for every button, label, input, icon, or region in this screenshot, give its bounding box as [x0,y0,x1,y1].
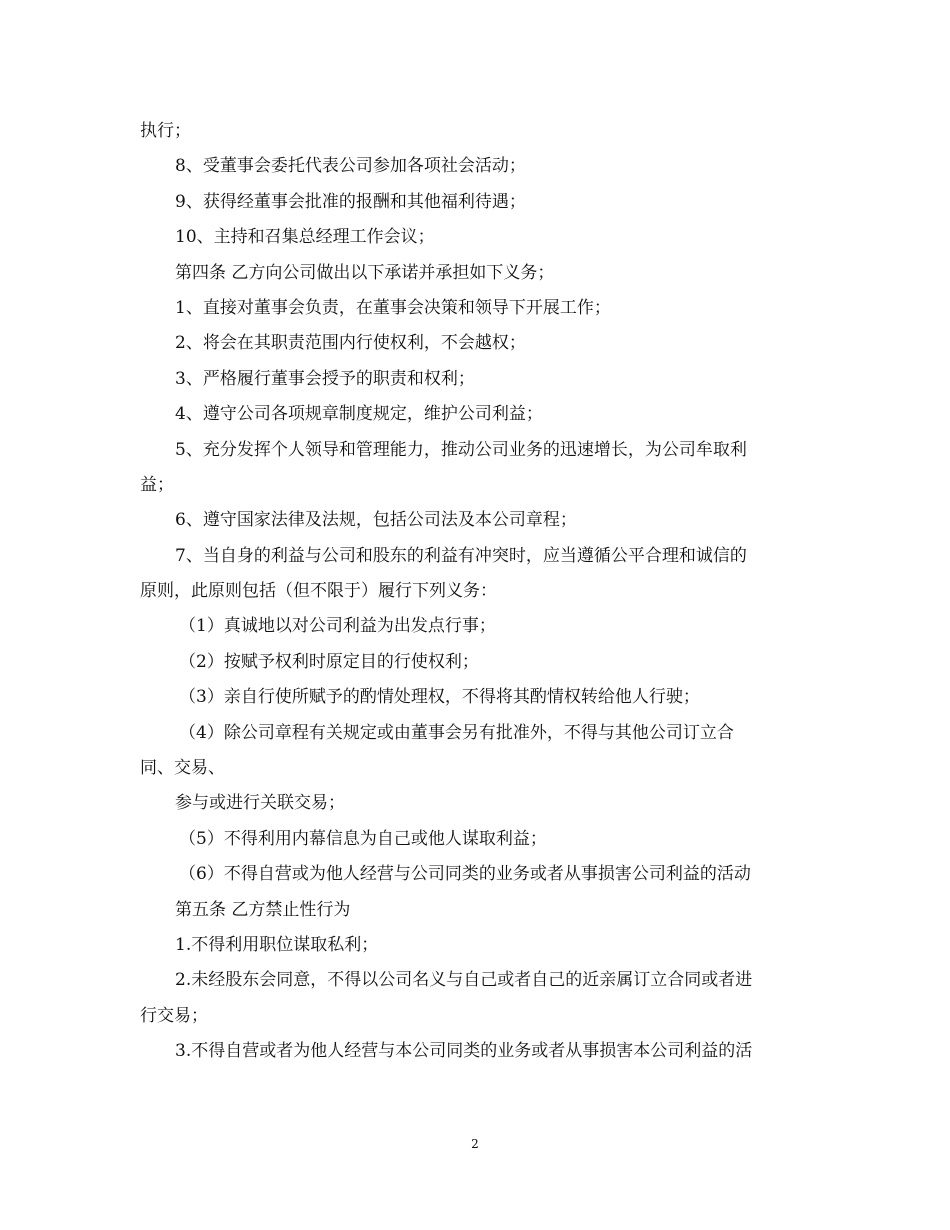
text-line: （3）亲自行使所赋予的酌情处理权，不得将其酌情权转给他人行驶； [179,687,700,708]
text-line: 7、当自身的利益与公司和股东的利益有冲突时，应当遵循公平合理和诚信的 [175,545,747,566]
text-line: （6）不得自营或为他人经营与公司同类的业务或者从事损害公司利益的活动 [179,864,751,885]
text-line: （4）除公司章程有关规定或由董事会另有批准外，不得与其他公司订立合 [179,722,734,743]
text-line: 2、将会在其职责范围内行使权利，不会越权； [175,333,526,354]
text-line: 9、获得经董事会批准的报酬和其他福利待遇； [175,191,526,212]
text-line: 同、交易、 [140,758,225,779]
text-line: 3.不得自营或者为他人经营与本公司同类的业务或者从事损害本公司利益的活 [175,1041,753,1062]
text-line: 3、严格履行董事会授予的职责和权利； [175,368,475,389]
text-line: 6、遵守国家法律及法规，包括公司法及本公司章程； [175,510,577,531]
document-body [0,114,950,1070]
text-line: 5、充分发挥个人领导和管理能力，推动公司业务的迅速增长，为公司牟取利 [175,439,747,460]
text-line: （2）按赋予权利时原定目的行使权利； [179,651,479,672]
text-line: 参与或进行关联交易； [175,793,345,814]
text-line: （5）不得利用内幕信息为自己或他人谋取利益； [179,828,547,849]
text-line: 10、主持和召集总经理工作会议； [175,227,435,248]
text-line: 1.不得利用职位谋取私利； [175,934,379,955]
text-line: 执行； [140,121,191,141]
text-line: 2.未经股东会同意，不得以公司名义与自己或者自己的近亲属订立合同或者进 [175,970,753,991]
text-line: 1、直接对董事会负责，在董事会决策和领导下开展工作； [175,297,611,318]
text-line: 原则，此原则包括（但不限于）履行下列义务： [140,581,497,602]
text-line: （1）真诚地以对公司利益为出发点行事； [179,616,496,637]
page-number: 2 [471,1137,479,1151]
section-heading: 第四条 乙方向公司做出以下承诺并承担如下义务； [175,262,555,283]
text-line: 益； [140,474,174,495]
text-line: 4、遵守公司各项规章制度规定，维护公司利益； [175,404,543,425]
section-heading: 第五条 乙方禁止性行为 [175,899,351,920]
text-line: 8、受董事会委托代表公司参加各项社会活动； [175,156,526,177]
text-line: 行交易； [140,1005,208,1026]
